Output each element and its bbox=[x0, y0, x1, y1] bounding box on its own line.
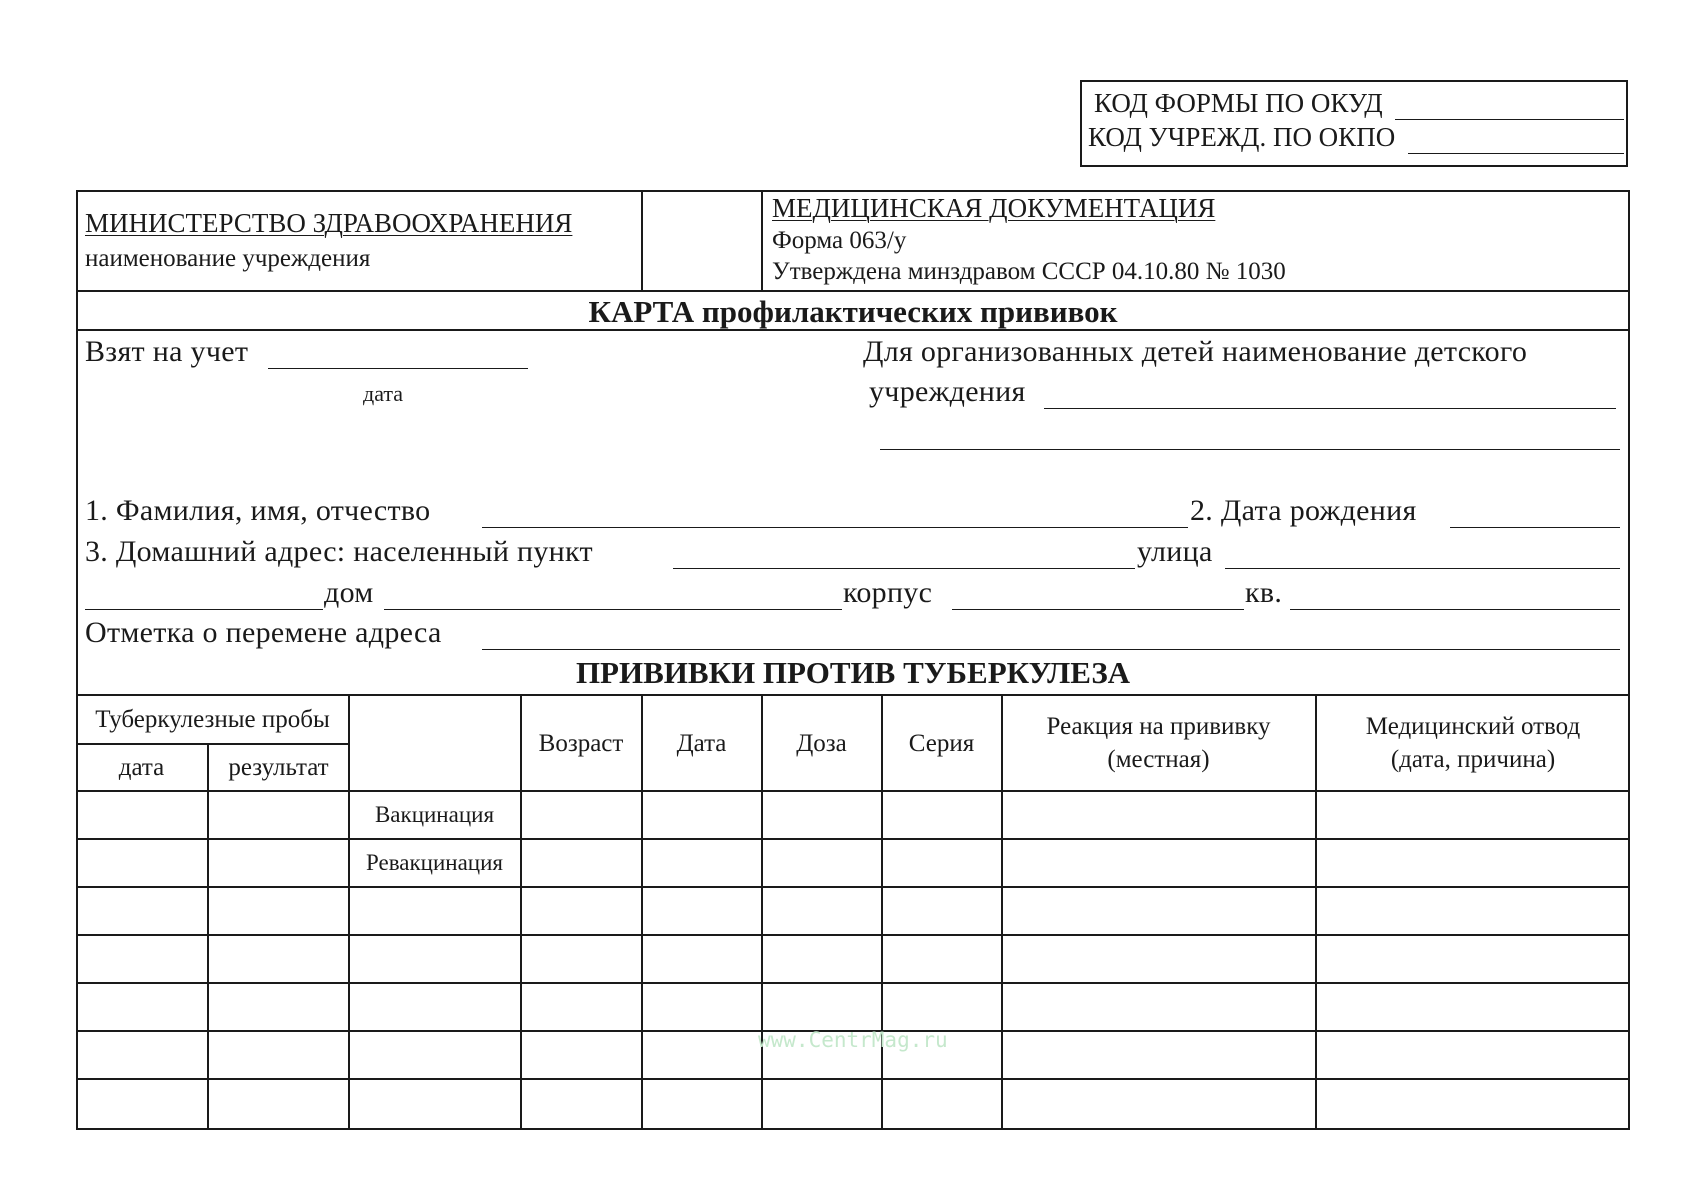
okud-label: КОД ФОРМЫ ПО ОКУД bbox=[1094, 88, 1383, 118]
locality-field[interactable] bbox=[673, 568, 1135, 569]
age-header: Возраст bbox=[538, 729, 624, 757]
header-divider-1 bbox=[641, 190, 643, 290]
row-label-vaccination: Вакцинация bbox=[374, 802, 495, 827]
exemption-header-line2: (дата, причина) bbox=[1390, 746, 1556, 773]
reaction-header bbox=[1002, 696, 1315, 790]
series-header: Серия bbox=[908, 729, 975, 757]
address-continuation-field[interactable] bbox=[85, 609, 323, 610]
org-institution-label: учреждения bbox=[869, 375, 1026, 408]
form-code-box bbox=[1080, 80, 1628, 167]
okpo-field[interactable] bbox=[1408, 153, 1624, 154]
okpo-label: КОД УЧРЕЖД. ПО ОКПО bbox=[1088, 122, 1396, 152]
row-rule-1 bbox=[76, 838, 1630, 840]
col-rule-tb-result bbox=[348, 694, 350, 1130]
table-header-bottom-rule bbox=[76, 790, 1630, 792]
watermark: www.CentrMag.ru bbox=[758, 1028, 948, 1052]
exemption-header bbox=[1316, 696, 1630, 790]
tb-result-header: результат bbox=[228, 754, 329, 781]
col-rule-tb-date bbox=[207, 743, 209, 1130]
full-name-label: 1. Фамилия, имя, отчество bbox=[85, 494, 431, 527]
birth-date-label: 2. Дата рождения bbox=[1190, 494, 1417, 527]
header-divider-2 bbox=[761, 190, 763, 290]
org-institution-field-2[interactable] bbox=[880, 449, 1620, 450]
row-rule-3 bbox=[76, 934, 1630, 936]
registered-label: Взят на учет bbox=[85, 335, 249, 368]
date-caption: дата bbox=[363, 381, 404, 406]
row-rule-6 bbox=[76, 1078, 1630, 1080]
birth-date-field[interactable] bbox=[1450, 527, 1620, 528]
tb-section-title: ПРИВИВКИ ПРОТИВ ТУБЕРКУЛЕЗА bbox=[575, 655, 1131, 690]
home-address-label: 3. Домашний адрес: населенный пункт bbox=[85, 535, 593, 568]
address-change-label: Отметка о перемене адреса bbox=[85, 616, 442, 649]
ministry-title: МИНИСТЕРСТВО ЗДРАВООХРАНЕНИЯ bbox=[85, 208, 573, 238]
approval-note: Утверждена минздравом СССР 04.10.80 № 1030 bbox=[772, 258, 1286, 285]
registered-date-field[interactable] bbox=[268, 368, 528, 369]
org-institution-field[interactable] bbox=[1044, 408, 1616, 409]
reaction-header-line1: Реакция на прививку bbox=[1046, 713, 1271, 740]
med-doc-title: МЕДИЦИНСКАЯ ДОКУМЕНТАЦИЯ bbox=[772, 193, 1216, 223]
card-title: КАРТА профилактических прививок bbox=[588, 294, 1118, 329]
tb-tests-header: Туберкулезные пробы bbox=[95, 706, 330, 733]
date-header: Дата bbox=[676, 729, 727, 757]
header-bottom-rule bbox=[76, 290, 1630, 292]
okud-field[interactable] bbox=[1395, 119, 1624, 120]
house-label: дом bbox=[324, 576, 374, 609]
full-name-field[interactable] bbox=[482, 527, 1188, 528]
row-rule-2 bbox=[76, 886, 1630, 888]
dose-header: Доза bbox=[796, 729, 847, 757]
title-bottom-rule bbox=[76, 329, 1630, 331]
form-number: Форма 063/у bbox=[772, 227, 907, 254]
exemption-header-line1: Медицинский отвод bbox=[1365, 713, 1581, 740]
building-label: корпус bbox=[843, 576, 933, 609]
street-label: улица bbox=[1137, 535, 1213, 568]
address-change-field[interactable] bbox=[482, 649, 1620, 650]
org-children-label: Для организованных детей наименование детского bbox=[863, 335, 1528, 368]
institution-caption: наименование учреждения bbox=[85, 245, 371, 272]
house-field[interactable] bbox=[384, 609, 842, 610]
street-field[interactable] bbox=[1225, 568, 1620, 569]
row-label-revaccination: Ревакцинация bbox=[366, 850, 503, 875]
apartment-field[interactable] bbox=[1290, 609, 1620, 610]
building-field[interactable] bbox=[952, 609, 1244, 610]
row-rule-4 bbox=[76, 982, 1630, 984]
apartment-label: кв. bbox=[1245, 576, 1283, 609]
tb-date-header: дата bbox=[118, 754, 165, 781]
reaction-header-line2: (местная) bbox=[1107, 746, 1210, 773]
